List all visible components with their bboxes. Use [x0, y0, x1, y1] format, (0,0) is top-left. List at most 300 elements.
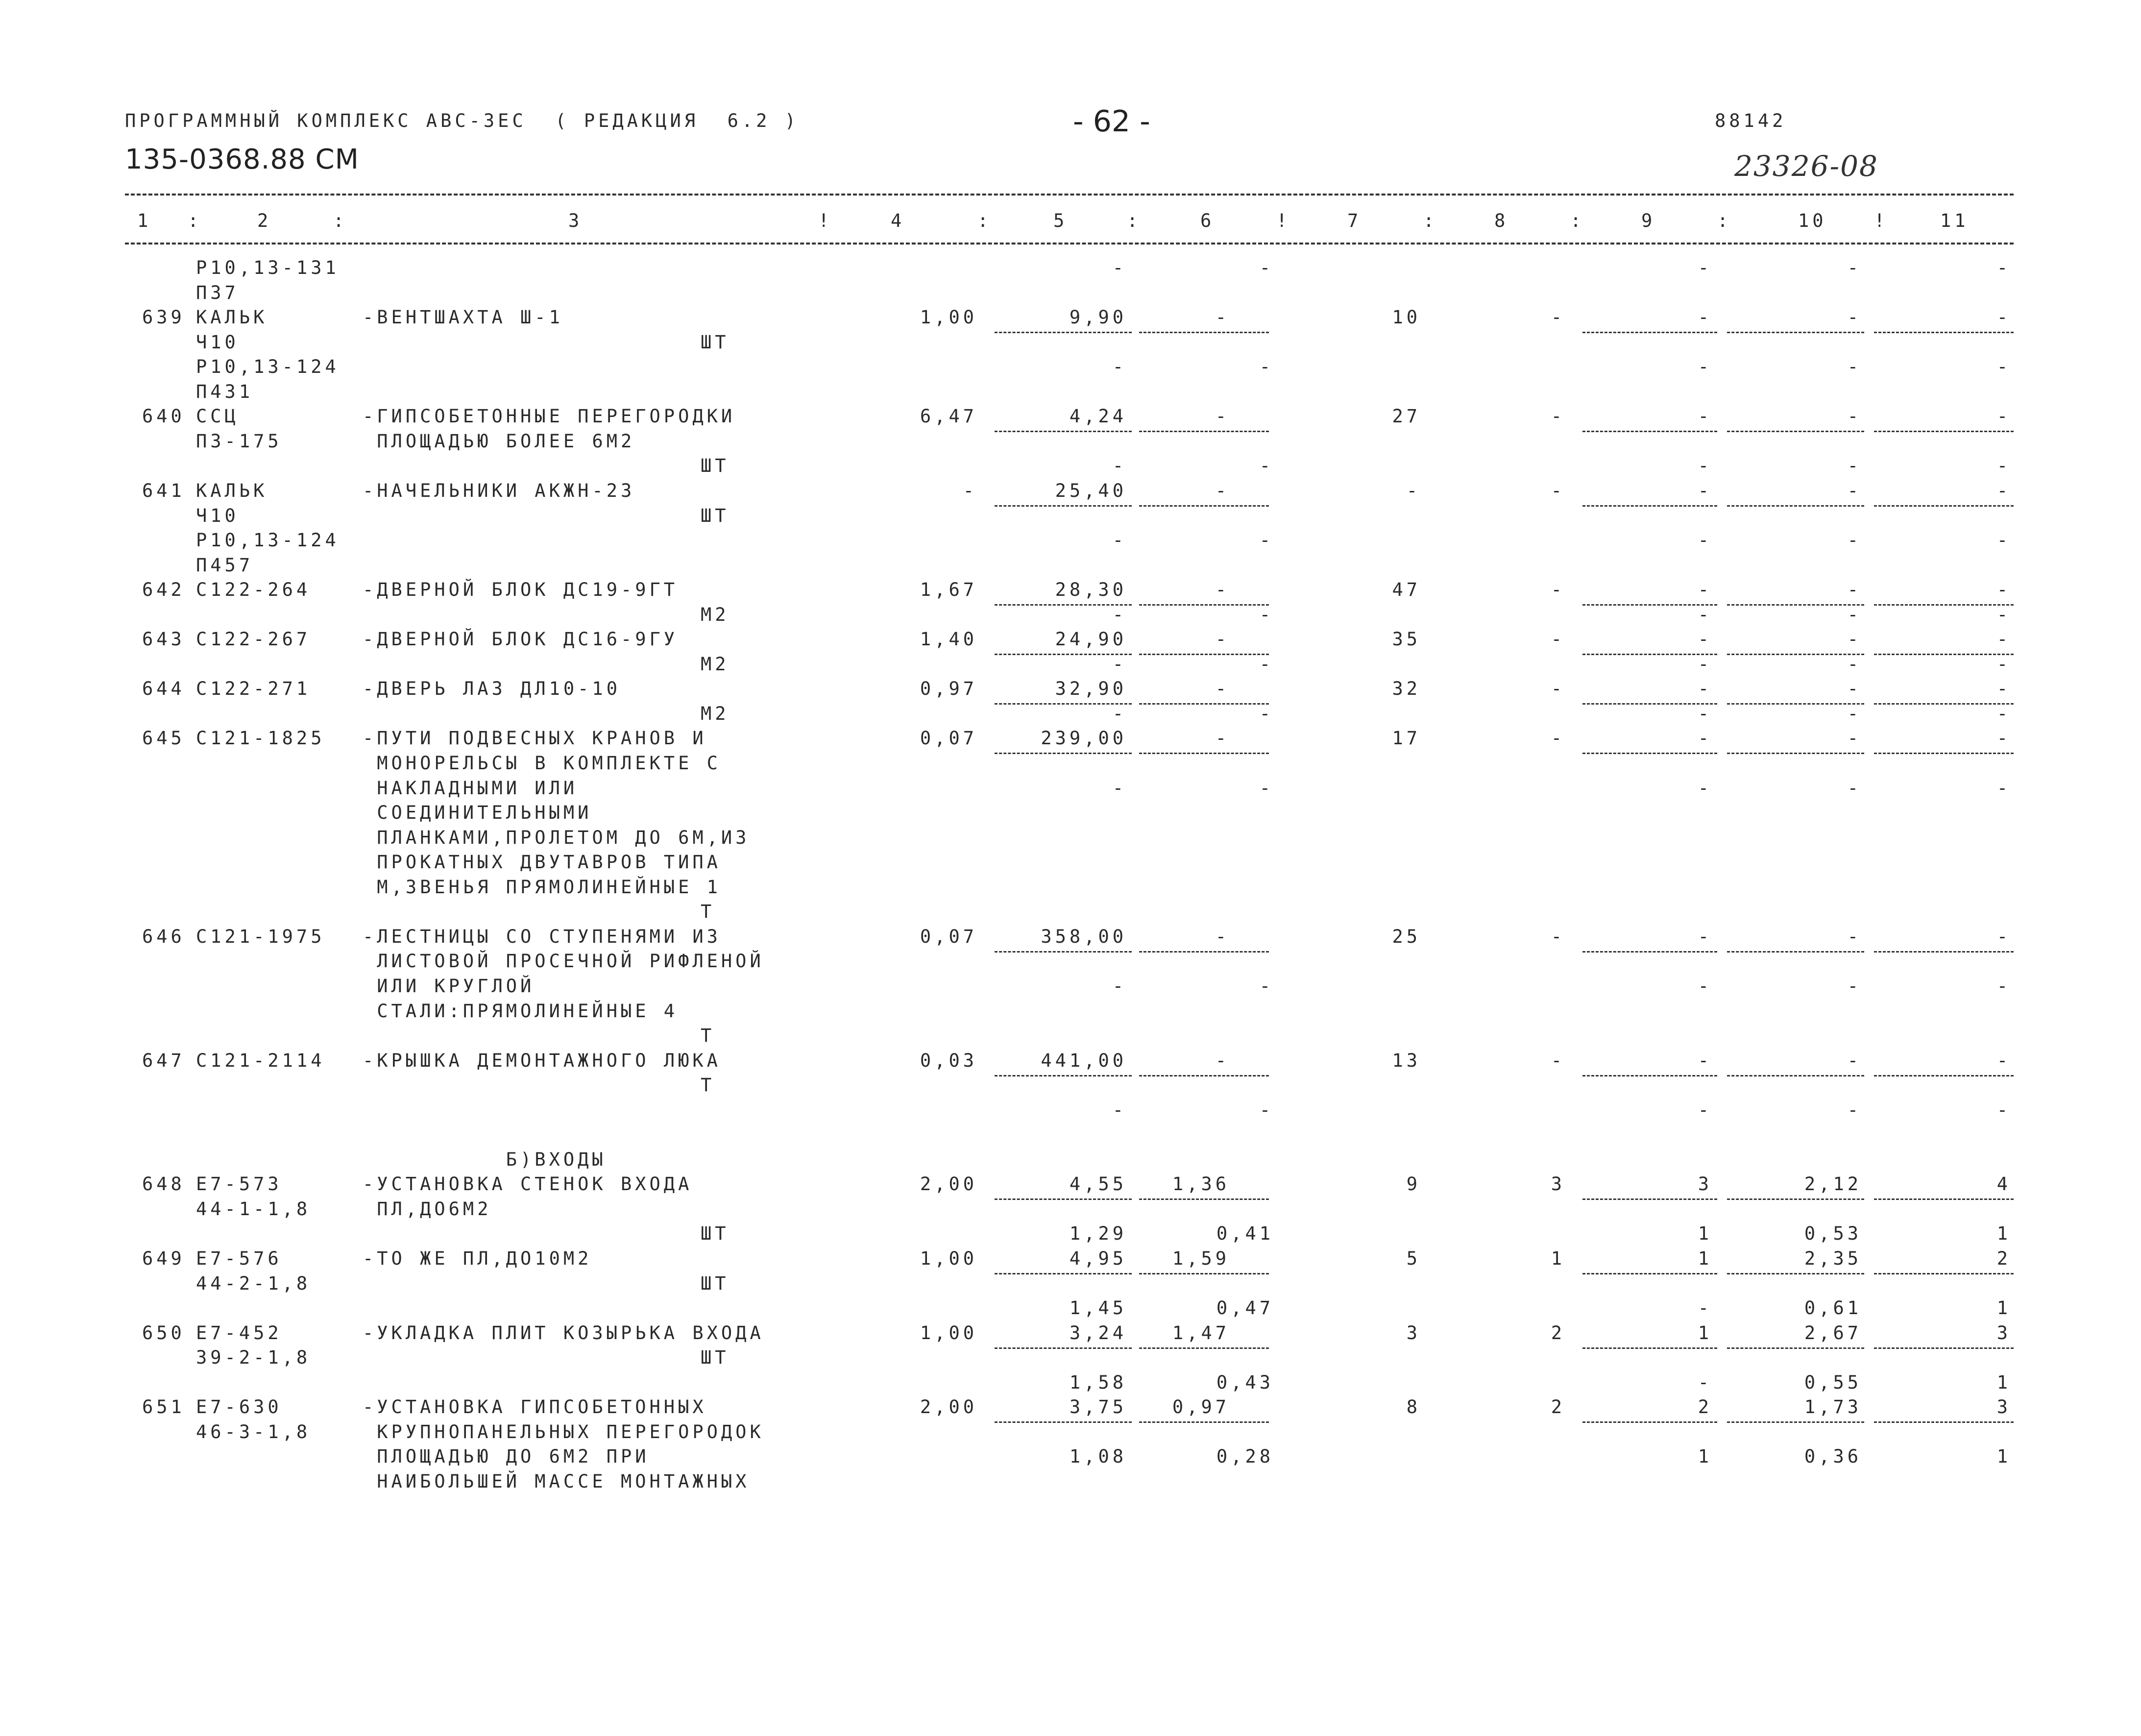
value-divider-dash	[1582, 1198, 1717, 1200]
total-wage: -	[1551, 406, 1565, 427]
machine-cost-sub: -	[1698, 604, 1712, 625]
col-11-sub: -	[1996, 356, 2011, 378]
unit-cost: 24,90	[1055, 629, 1127, 650]
value-divider-dash	[1727, 431, 1864, 432]
labor-hours-sub: -	[1847, 653, 1862, 675]
unit-wage: -	[1215, 678, 1230, 700]
value-divider-dash	[1874, 332, 2014, 333]
value-divider-dash	[995, 951, 1132, 953]
rate-code: П457	[196, 554, 254, 576]
unit-cost-sub: -	[1112, 975, 1127, 997]
quantity: 6,47	[920, 406, 977, 427]
unit-cost: 4,95	[1069, 1248, 1127, 1269]
rate-code: С122-264	[196, 579, 311, 601]
unit-cost-sub: -	[1112, 777, 1127, 799]
col-header-3: 3	[568, 210, 583, 231]
value-divider-dash	[1582, 505, 1717, 507]
rate-code: Ч10	[196, 331, 239, 353]
col-11-value: 2	[1996, 1248, 2011, 1269]
machine-cost-sub: -	[1698, 1099, 1712, 1121]
quantity: 2,00	[920, 1174, 977, 1195]
unit-cost-sub: -	[1112, 257, 1127, 278]
unit-wage: -	[1215, 728, 1230, 749]
labor-hours: -	[1847, 629, 1862, 650]
unit-wage-sub: -	[1259, 257, 1274, 278]
col-11-sub: 1	[1996, 1446, 2011, 1467]
machine-cost: -	[1698, 406, 1712, 427]
total-cost: 8	[1406, 1396, 1421, 1418]
col-11-value: -	[1996, 307, 2011, 328]
unit-wage: -	[1215, 629, 1230, 650]
value-divider-dash	[1727, 951, 1864, 953]
value-divider-dash	[1139, 431, 1269, 432]
col-11-value: -	[1996, 926, 2011, 947]
work-description: -ТО ЖЕ ПЛ,ДО10М2	[363, 1248, 592, 1269]
unit-cost: 239,00	[1041, 728, 1127, 749]
machine-cost: 1	[1698, 1248, 1712, 1269]
labor-hours-sub: -	[1847, 604, 1862, 625]
labor-hours: -	[1847, 728, 1862, 749]
rate-code: ССЦ	[196, 406, 239, 427]
unit-wage: -	[1215, 480, 1230, 501]
rate-code: Е7-452	[196, 1322, 282, 1344]
col-sep-2: :	[333, 210, 348, 231]
labor-hours-sub: -	[1847, 703, 1862, 724]
labor-hours-sub: -	[1847, 530, 1862, 551]
unit-cost-sub: 1,08	[1069, 1446, 1127, 1467]
machine-cost: -	[1698, 579, 1712, 601]
total-cost: 10	[1392, 307, 1421, 328]
value-divider-dash	[1727, 1421, 1864, 1423]
row-number: 645	[142, 728, 185, 749]
col-header-6: 6	[1200, 210, 1215, 231]
unit-wage-sub: 0,43	[1216, 1371, 1274, 1393]
total-cost: -	[1406, 480, 1421, 501]
quantity: 2,00	[920, 1396, 977, 1418]
unit: ШТ	[701, 505, 730, 526]
total-wage: -	[1551, 629, 1565, 650]
rate-code: С122-267	[196, 629, 311, 650]
value-divider-dash	[1582, 951, 1717, 953]
value-divider-dash	[1139, 1421, 1269, 1423]
machine-cost: -	[1698, 1050, 1712, 1071]
labor-hours: 2,67	[1804, 1322, 1862, 1344]
work-description: М,ЗВЕНЬЯ ПРЯМОЛИНЕЙНЫЕ 1	[363, 876, 721, 898]
machine-cost: -	[1698, 926, 1712, 947]
value-divider-dash	[1582, 1421, 1717, 1423]
unit-wage-sub: -	[1259, 653, 1274, 675]
value-divider-dash	[1139, 654, 1269, 655]
value-divider-dash	[1139, 1075, 1269, 1076]
unit-wage: 1,59	[1172, 1248, 1230, 1269]
value-divider-dash	[995, 753, 1132, 754]
col-11-value: 3	[1996, 1396, 2011, 1418]
value-divider-dash	[1727, 654, 1864, 655]
col-header-11: 11	[1940, 210, 1969, 231]
unit-wage: 1,47	[1172, 1322, 1230, 1344]
unit: М2	[701, 653, 730, 675]
work-description: -ДВЕРЬ ЛАЗ ДЛ10-10	[363, 678, 621, 700]
work-description: -ГИПСОБЕТОННЫЕ ПЕРЕГОРОДКИ	[363, 406, 736, 427]
labor-hours: -	[1847, 579, 1862, 601]
col-sep-4: :	[977, 210, 992, 231]
unit: Т	[701, 901, 715, 923]
col-header-5: 5	[1053, 210, 1068, 231]
value-divider-dash	[1727, 1075, 1864, 1076]
unit: ШТ	[701, 1272, 730, 1294]
row-number: 644	[142, 678, 185, 700]
quantity: 1,67	[920, 579, 977, 601]
rate-code: С122-271	[196, 678, 311, 700]
value-divider-dash	[1874, 431, 2014, 432]
col-11-sub: -	[1996, 975, 2011, 997]
rate-code: Е7-576	[196, 1248, 282, 1269]
program-title: ПРОГРАММНЫЙ КОМПЛЕКС АВС-ЗЕС ( РЕДАКЦИЯ 6.2 )	[125, 110, 799, 131]
labor-hours: 1,73	[1804, 1396, 1862, 1418]
total-cost: 32	[1392, 678, 1421, 700]
value-divider-dash	[1139, 951, 1269, 953]
unit-cost: 3,24	[1069, 1322, 1127, 1344]
total-wage: 2	[1551, 1322, 1565, 1344]
unit-cost: 3,75	[1069, 1396, 1127, 1418]
unit-cost-sub: 1,58	[1069, 1371, 1127, 1393]
value-divider-dash	[995, 505, 1132, 507]
col-header-7: 7	[1347, 210, 1362, 231]
col-11-value: 3	[1996, 1322, 2011, 1344]
work-description: -УКЛАДКА ПЛИТ КОЗЫРЬКА ВХОДА	[363, 1322, 764, 1344]
work-description: ИЛИ КРУГЛОЙ	[363, 975, 535, 997]
unit-cost: 4,55	[1069, 1174, 1127, 1195]
unit-wage-sub: -	[1259, 1099, 1274, 1121]
labor-hours-sub: -	[1847, 356, 1862, 378]
row-number: 642	[142, 579, 185, 601]
unit-cost: 441,00	[1041, 1050, 1127, 1071]
row-number: 641	[142, 480, 185, 501]
work-description: -УСТАНОВКА СТЕНОК ВХОДА	[363, 1174, 693, 1195]
value-divider-dash	[1139, 703, 1269, 705]
col-header-9: 9	[1641, 210, 1656, 231]
col-11-sub: -	[1996, 604, 2011, 625]
rate-code: Е7-573	[196, 1174, 282, 1195]
col-11-sub: -	[1996, 703, 2011, 724]
unit: ШТ	[701, 1347, 730, 1369]
value-divider-dash	[995, 604, 1132, 606]
total-cost: 25	[1392, 926, 1421, 947]
machine-cost-sub: -	[1698, 530, 1712, 551]
value-divider-dash	[1139, 505, 1269, 507]
machine-cost: -	[1698, 480, 1712, 501]
unit-cost-sub: 1,29	[1069, 1223, 1127, 1245]
col-sep-8: :	[1570, 210, 1585, 231]
total-wage: -	[1551, 307, 1565, 328]
unit-wage-sub: -	[1259, 530, 1274, 551]
row-number: 646	[142, 926, 185, 947]
col-sep-7: :	[1423, 210, 1438, 231]
value-divider-dash	[1874, 1075, 2014, 1076]
unit-wage: 0,97	[1172, 1396, 1230, 1418]
value-divider-dash	[995, 703, 1132, 705]
machine-cost: 3	[1698, 1174, 1712, 1195]
labor-hours: -	[1847, 678, 1862, 700]
total-wage: -	[1551, 926, 1565, 947]
col-11-sub: -	[1996, 257, 2011, 278]
quantity: 0,07	[920, 926, 977, 947]
rate-code: С121-1975	[196, 926, 325, 947]
rate-code: П431	[196, 381, 254, 402]
unit-wage: -	[1215, 307, 1230, 328]
value-divider-dash	[1874, 951, 2014, 953]
unit-cost-sub: -	[1112, 703, 1127, 724]
quantity: 1,00	[920, 307, 977, 328]
value-divider-dash	[1582, 1273, 1717, 1274]
quantity: 1,00	[920, 1248, 977, 1269]
col-sep-1: :	[188, 210, 202, 231]
work-description: -КРЫШКА ДЕМОНТАЖНОГО ЛЮКА	[363, 1050, 721, 1071]
value-divider-dash	[1139, 604, 1269, 606]
work-description: -ВЕНТШАХТА Ш-1	[363, 307, 563, 328]
col-11-sub: 1	[1996, 1371, 2011, 1393]
value-divider-dash	[1582, 703, 1717, 705]
total-cost: 47	[1392, 579, 1421, 601]
total-wage: 2	[1551, 1396, 1565, 1418]
work-description: КРУПНОПАНЕЛЬНЫХ ПЕРЕГОРОДОК	[363, 1421, 764, 1443]
work-description: -УСТАНОВКА ГИПСОБЕТОННЫХ	[363, 1396, 707, 1418]
value-divider-dash	[995, 431, 1132, 432]
work-description: -НАЧЕЛЬНИКИ АКЖН-23	[363, 480, 635, 501]
col-11-sub: -	[1996, 455, 2011, 477]
unit: ШТ	[701, 1223, 730, 1245]
col-11-value: -	[1996, 678, 2011, 700]
quantity: 0,07	[920, 728, 977, 749]
value-divider-dash	[995, 1421, 1132, 1423]
row-number: 648	[142, 1174, 185, 1195]
row-number: 651	[142, 1396, 185, 1418]
unit: ШТ	[701, 331, 730, 353]
machine-cost-sub: -	[1698, 257, 1712, 278]
labor-hours-sub: -	[1847, 257, 1862, 278]
unit-cost-sub: -	[1112, 1099, 1127, 1121]
total-cost: 3	[1406, 1322, 1421, 1344]
rate-code: Ч10	[196, 505, 239, 526]
work-description: ЛИСТОВОЙ ПРОСЕЧНОЙ РИФЛЕНОЙ	[363, 951, 764, 972]
col-11-sub: -	[1996, 1099, 2011, 1121]
value-divider-dash	[1727, 1273, 1864, 1274]
value-divider-dash	[1727, 703, 1864, 705]
work-description: Б)ВХОДЫ	[363, 1149, 607, 1170]
value-divider-dash	[1874, 753, 2014, 754]
col-11-sub: 1	[1996, 1297, 2011, 1319]
row-number: 649	[142, 1248, 185, 1269]
unit-wage-sub: -	[1259, 703, 1274, 724]
work-description: ПЛОЩАДЬЮ ДО 6М2 ПРИ	[363, 1446, 650, 1467]
rate-code: 44-1-1,8	[196, 1198, 311, 1220]
col-header-4: 4	[891, 210, 905, 231]
work-description: ПЛОЩАДЬЮ БОЛЕЕ 6М2	[363, 430, 635, 452]
value-divider-dash	[1727, 604, 1864, 606]
unit: Т	[701, 1075, 715, 1096]
col-11-value: -	[1996, 629, 2011, 650]
unit-wage: -	[1215, 406, 1230, 427]
total-cost: 17	[1392, 728, 1421, 749]
rate-code: С121-1825	[196, 728, 325, 749]
value-divider-dash	[1874, 654, 2014, 655]
unit-cost: 358,00	[1041, 926, 1127, 947]
value-divider-dash	[1874, 703, 2014, 705]
value-divider-dash	[995, 1347, 1132, 1349]
unit-wage: -	[1215, 579, 1230, 601]
col-11-sub: -	[1996, 530, 2011, 551]
document-code: 88142	[1715, 110, 1787, 131]
unit-wage: -	[1215, 1050, 1230, 1071]
unit-wage-sub: -	[1259, 777, 1274, 799]
col-header-2: 2	[257, 210, 272, 231]
machine-cost-sub: -	[1698, 777, 1712, 799]
value-divider-dash	[1874, 505, 2014, 507]
page-number: - 62 -	[1073, 104, 1150, 139]
unit-cost: 32,90	[1055, 678, 1127, 700]
total-cost: 9	[1406, 1174, 1421, 1195]
value-divider-dash	[1727, 753, 1864, 754]
col-11-value: -	[1996, 406, 2011, 427]
value-divider-dash	[1582, 1347, 1717, 1349]
total-wage: 1	[1551, 1248, 1565, 1269]
col-sep-3: !	[818, 210, 833, 231]
labor-hours: 2,35	[1804, 1248, 1862, 1269]
work-description: НАИБОЛЬШЕЙ МАССЕ МОНТАЖНЫХ	[363, 1470, 750, 1492]
work-description: НАКЛАДНЫМИ ИЛИ	[363, 777, 578, 799]
unit-cost: 9,90	[1069, 307, 1127, 328]
labor-hours: -	[1847, 480, 1862, 501]
rate-code: П37	[196, 282, 239, 303]
quantity: 0,03	[920, 1050, 977, 1071]
rate-code: ПЗ-175	[196, 430, 282, 452]
machine-cost: -	[1698, 678, 1712, 700]
machine-cost: -	[1698, 629, 1712, 650]
unit-wage-sub: -	[1259, 356, 1274, 378]
machine-cost: -	[1698, 728, 1712, 749]
document-id: 135-0368.88 СМ	[125, 144, 359, 175]
work-description: -ДВЕРНОЙ БЛОК ДС16-9ГУ	[363, 629, 679, 650]
work-description: -ЛЕСТНИЦЫ СО СТУПЕНЯМИ ИЗ	[363, 926, 721, 947]
col-11-sub: -	[1996, 777, 2011, 799]
rate-code: 39-2-1,8	[196, 1347, 311, 1369]
row-number: 647	[142, 1050, 185, 1071]
work-description: ПЛАНКАМИ,ПРОЛЕТОМ ДО 6М,ИЗ	[363, 827, 750, 848]
value-divider-dash	[1582, 332, 1717, 333]
value-divider-dash	[995, 1075, 1132, 1076]
work-description: -ДВЕРНОЙ БЛОК ДС19-9ГТ	[363, 579, 679, 601]
unit-cost: 28,30	[1055, 579, 1127, 601]
value-divider-dash	[1874, 1273, 2014, 1274]
rate-code: Е7-630	[196, 1396, 282, 1418]
unit-wage-sub: 0,47	[1216, 1297, 1274, 1319]
col-11-value: -	[1996, 1050, 2011, 1071]
unit-cost-sub: -	[1112, 604, 1127, 625]
value-divider-dash	[1874, 604, 2014, 606]
labor-hours: -	[1847, 926, 1862, 947]
value-divider-dash	[1139, 1198, 1269, 1200]
quantity: -	[963, 480, 977, 501]
rate-code: КАЛЬК	[196, 480, 268, 501]
machine-cost: -	[1698, 307, 1712, 328]
unit-cost: 4,24	[1069, 406, 1127, 427]
labor-hours: -	[1847, 307, 1862, 328]
value-divider-dash	[1582, 753, 1717, 754]
handwritten-number: 23326-08	[1734, 149, 1878, 183]
work-description: ПЛ,ДО6М2	[363, 1198, 492, 1220]
value-divider-dash	[1727, 505, 1864, 507]
labor-hours: 2,12	[1804, 1174, 1862, 1195]
machine-cost-sub: 1	[1698, 1223, 1712, 1245]
machine-cost-sub: -	[1698, 1297, 1712, 1319]
unit-cost-sub: -	[1112, 455, 1127, 477]
rate-code: Р10,13-124	[196, 530, 340, 551]
total-wage: -	[1551, 579, 1565, 601]
col-sep-10: !	[1874, 210, 1889, 231]
quantity: 1,00	[920, 1322, 977, 1344]
labor-hours-sub: 0,61	[1804, 1297, 1862, 1319]
unit-cost-sub: -	[1112, 653, 1127, 675]
quantity: 1,40	[920, 629, 977, 650]
unit: ШТ	[701, 455, 730, 477]
value-divider-dash	[1874, 1421, 2014, 1423]
machine-cost-sub: 1	[1698, 1446, 1712, 1467]
value-divider-dash	[1582, 431, 1717, 432]
value-divider-dash	[995, 1273, 1132, 1274]
total-wage: -	[1551, 1050, 1565, 1071]
labor-hours-sub: 0,55	[1804, 1371, 1862, 1393]
machine-cost-sub: -	[1698, 356, 1712, 378]
col-sep-9: :	[1717, 210, 1732, 231]
total-cost: 27	[1392, 406, 1421, 427]
total-cost: 5	[1406, 1248, 1421, 1269]
machine-cost-sub: -	[1698, 653, 1712, 675]
col-11-value: -	[1996, 728, 2011, 749]
labor-hours-sub: 0,53	[1804, 1223, 1862, 1245]
col-11-value: -	[1996, 480, 2011, 501]
total-wage: 3	[1551, 1174, 1565, 1195]
value-divider-dash	[995, 654, 1132, 655]
labor-hours-sub: -	[1847, 455, 1862, 477]
unit-wage: 1,36	[1172, 1174, 1230, 1195]
rate-code: 44-2-1,8	[196, 1272, 311, 1294]
value-divider-dash	[1139, 753, 1269, 754]
unit-wage-sub: -	[1259, 455, 1274, 477]
rate-code: Р10,13-131	[196, 257, 340, 278]
value-divider-dash	[995, 332, 1132, 333]
work-description: ПРОКАТНЫХ ДВУТАВРОВ ТИПА	[363, 852, 721, 873]
value-divider-dash	[1582, 1075, 1717, 1076]
labor-hours-sub: -	[1847, 777, 1862, 799]
unit: М2	[701, 703, 730, 724]
unit-cost: 25,40	[1055, 480, 1127, 501]
value-divider-dash	[1139, 332, 1269, 333]
unit-wage: -	[1215, 926, 1230, 947]
header-bottom-rule	[125, 243, 2014, 245]
work-description: МОНОРЕЛЬСЫ В КОМПЛЕКТЕ С	[363, 753, 721, 774]
value-divider-dash	[1727, 1198, 1864, 1200]
machine-cost: 1	[1698, 1322, 1712, 1344]
col-11-sub: 1	[1996, 1223, 2011, 1245]
value-divider-dash	[1139, 1273, 1269, 1274]
unit-wage-sub: 0,41	[1216, 1223, 1274, 1245]
value-divider-dash	[1727, 1347, 1864, 1349]
value-divider-dash	[1582, 654, 1717, 655]
unit: Т	[701, 1025, 715, 1047]
quantity: 0,97	[920, 678, 977, 700]
col-header-8: 8	[1494, 210, 1509, 231]
labor-hours-sub: 0,36	[1804, 1446, 1862, 1467]
